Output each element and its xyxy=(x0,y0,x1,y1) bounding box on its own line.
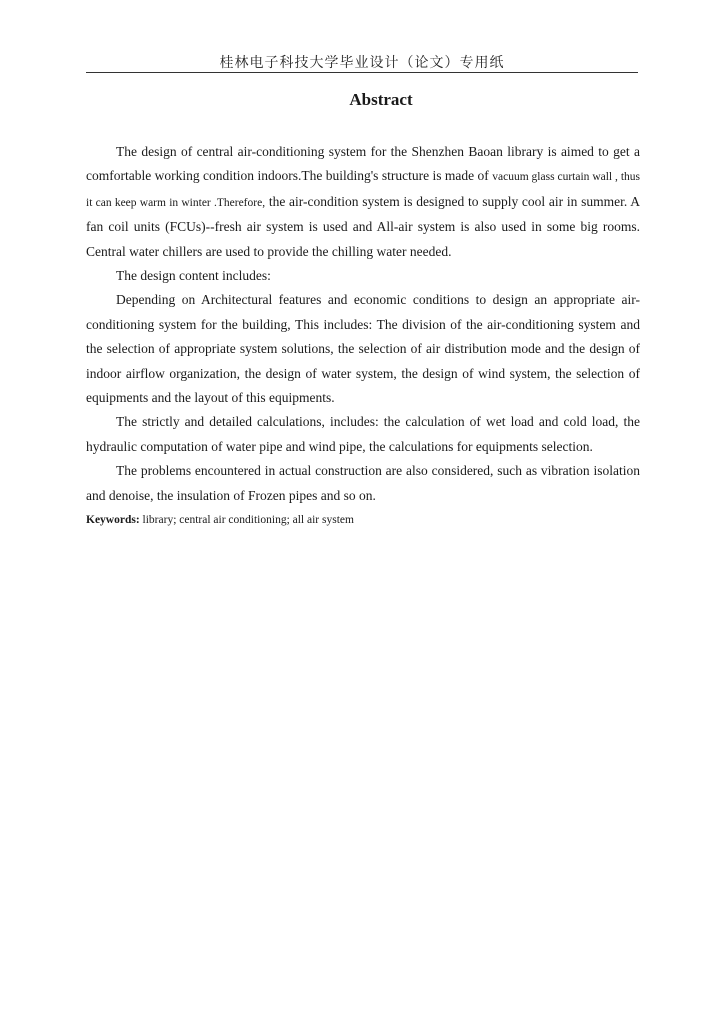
abstract-paragraph-4: The strictly and detailed calculations, includes: the calculation of wet load and cold load, the hydraulic computation of water pipe and wind pipe, the calculations for equipments selection. xyxy=(86,414,640,454)
keywords-value: library; central air conditioning; all air system xyxy=(139,514,354,527)
keywords-line xyxy=(86,512,640,528)
paragraph-1-text-small: vacuum glass curtain wall , thus it can keep warm in winter .Therefore, xyxy=(86,171,640,209)
paragraph-1-text-a: The design of central air-conditioning system for the Shenzhen Baoan library is aimed to get a comfortable working condition indoors.The building's structure is made of xyxy=(86,144,640,184)
page-header: 桂林电子科技大学毕业设计（论文）专用纸 xyxy=(219,55,505,71)
abstract-paragraph-3: Depending on Architectural features and economic conditions to design an appropriate air-conditioning system for the building, This includes: The division of the air-conditioning system and the selection of appropriate system solutions, the selection of air distribution mode and the design of indoor airflow organization, the design of water system, the design of wind system, the selection of equipments and the layout of this equipments. xyxy=(86,292,640,406)
paragraph-1-text-b: the air-condition system is designed to supply cool air in summer. A fan coil units (FCUs)--fresh air system is used and All-air system is also used in some big rooms. Central water chillers are used to provide the chilling water needed. xyxy=(86,193,640,259)
abstract-body xyxy=(86,140,640,528)
header-divider xyxy=(86,72,638,73)
abstract-paragraph-2: The design content includes: xyxy=(116,268,271,284)
keywords-label: Keywords: xyxy=(86,514,140,527)
abstract-paragraph-1 xyxy=(86,140,640,264)
page-title: Abstract xyxy=(349,90,413,109)
abstract-paragraph-5: The problems encountered in actual construction are also considered, such as vibration isolation and denoise, the insulation of Frozen pipes and so on. xyxy=(86,463,640,503)
